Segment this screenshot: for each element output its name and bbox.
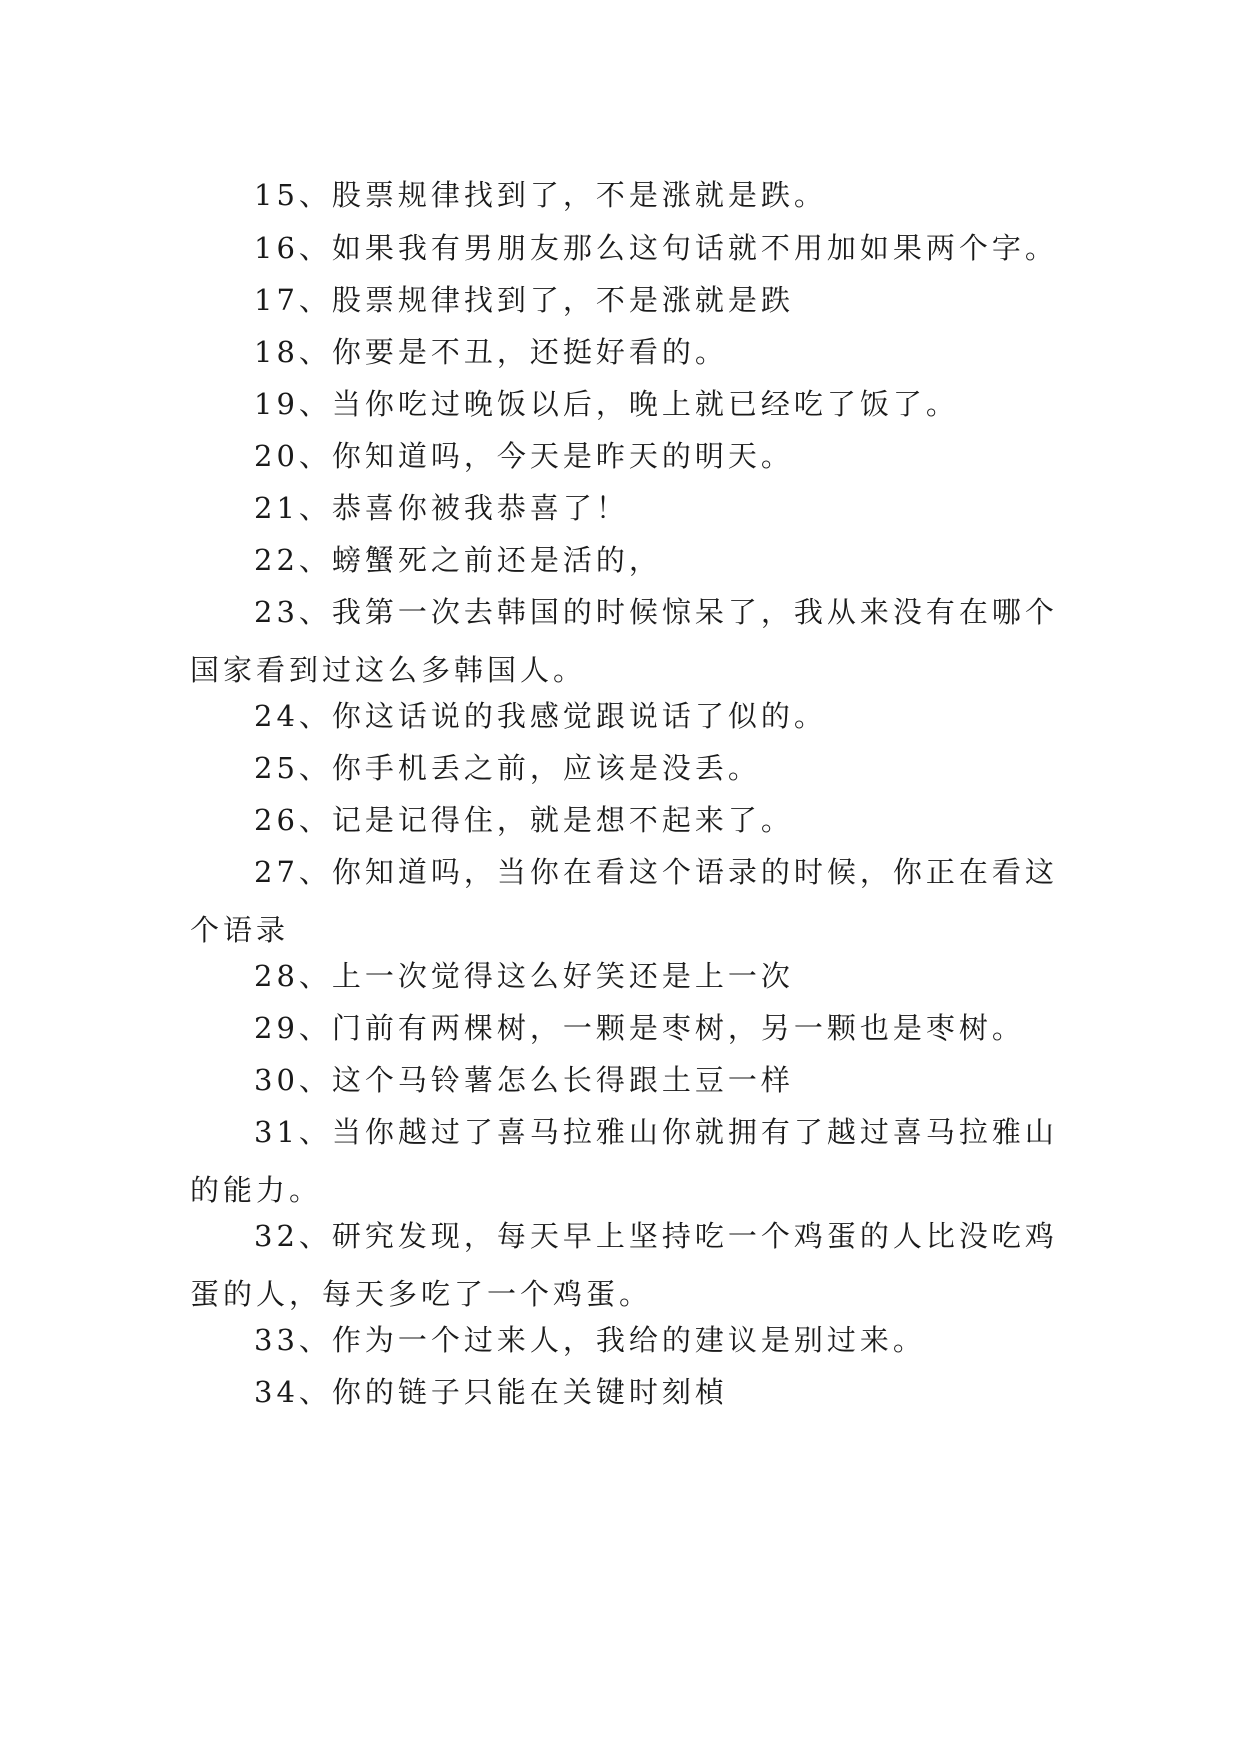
joke-item-34: 34、你的链子只能在关键时刻楨 bbox=[254, 1375, 728, 1409]
joke-item-18: 18、你要是不丑，还挺好看的。 bbox=[254, 335, 728, 369]
joke-item-31: 31、当你越过了喜马拉雅山你就拥有了越过喜马拉雅山的能力。 bbox=[190, 1115, 1058, 1207]
joke-item-20: 20、你知道吗，今天是昨天的明天。 bbox=[254, 439, 794, 473]
joke-item-21: 21、恭喜你被我恭喜了！ bbox=[254, 491, 629, 525]
joke-item-26: 26、记是记得住，就是想不起来了。 bbox=[254, 803, 794, 837]
joke-item-16: 16、如果我有男朋友那么这句话就不用加如果两个字。 bbox=[254, 231, 1058, 265]
joke-item-32: 32、研究发现，每天早上坚持吃一个鸡蛋的人比没吃鸡蛋的人，每天多吃了一个鸡蛋。 bbox=[190, 1219, 1058, 1311]
joke-item-25: 25、你手机丢之前，应该是没丢。 bbox=[254, 751, 761, 785]
joke-item-28: 28、上一次觉得这么好笑还是上一次 bbox=[254, 959, 794, 993]
joke-item-24: 24、你这话说的我感觉跟说话了似的。 bbox=[254, 699, 827, 733]
joke-item-30: 30、这个马铃薯怎么长得跟土豆一样 bbox=[254, 1063, 794, 1097]
joke-item-27: 27、你知道吗，当你在看这个语录的时候，你正在看这个语录 bbox=[190, 855, 1058, 947]
joke-item-15: 15、股票规律找到了，不是涨就是跌。 bbox=[254, 178, 827, 212]
joke-item-29: 29、门前有两棵树，一颗是枣树，另一颗也是枣树。 bbox=[254, 1011, 1025, 1045]
joke-item-22: 22、螃蟹死之前还是活的， bbox=[254, 543, 662, 577]
joke-item-17: 17、股票规律找到了，不是涨就是跌 bbox=[254, 283, 794, 317]
joke-item-19: 19、当你吃过晚饭以后，晚上就已经吃了饭了。 bbox=[254, 387, 959, 421]
joke-item-23: 23、我第一次去韩国的时候惊呆了，我从来没有在哪个国家看到过这么多韩国人。 bbox=[190, 595, 1058, 687]
joke-item-33: 33、作为一个过来人，我给的建议是别过来。 bbox=[254, 1323, 926, 1357]
